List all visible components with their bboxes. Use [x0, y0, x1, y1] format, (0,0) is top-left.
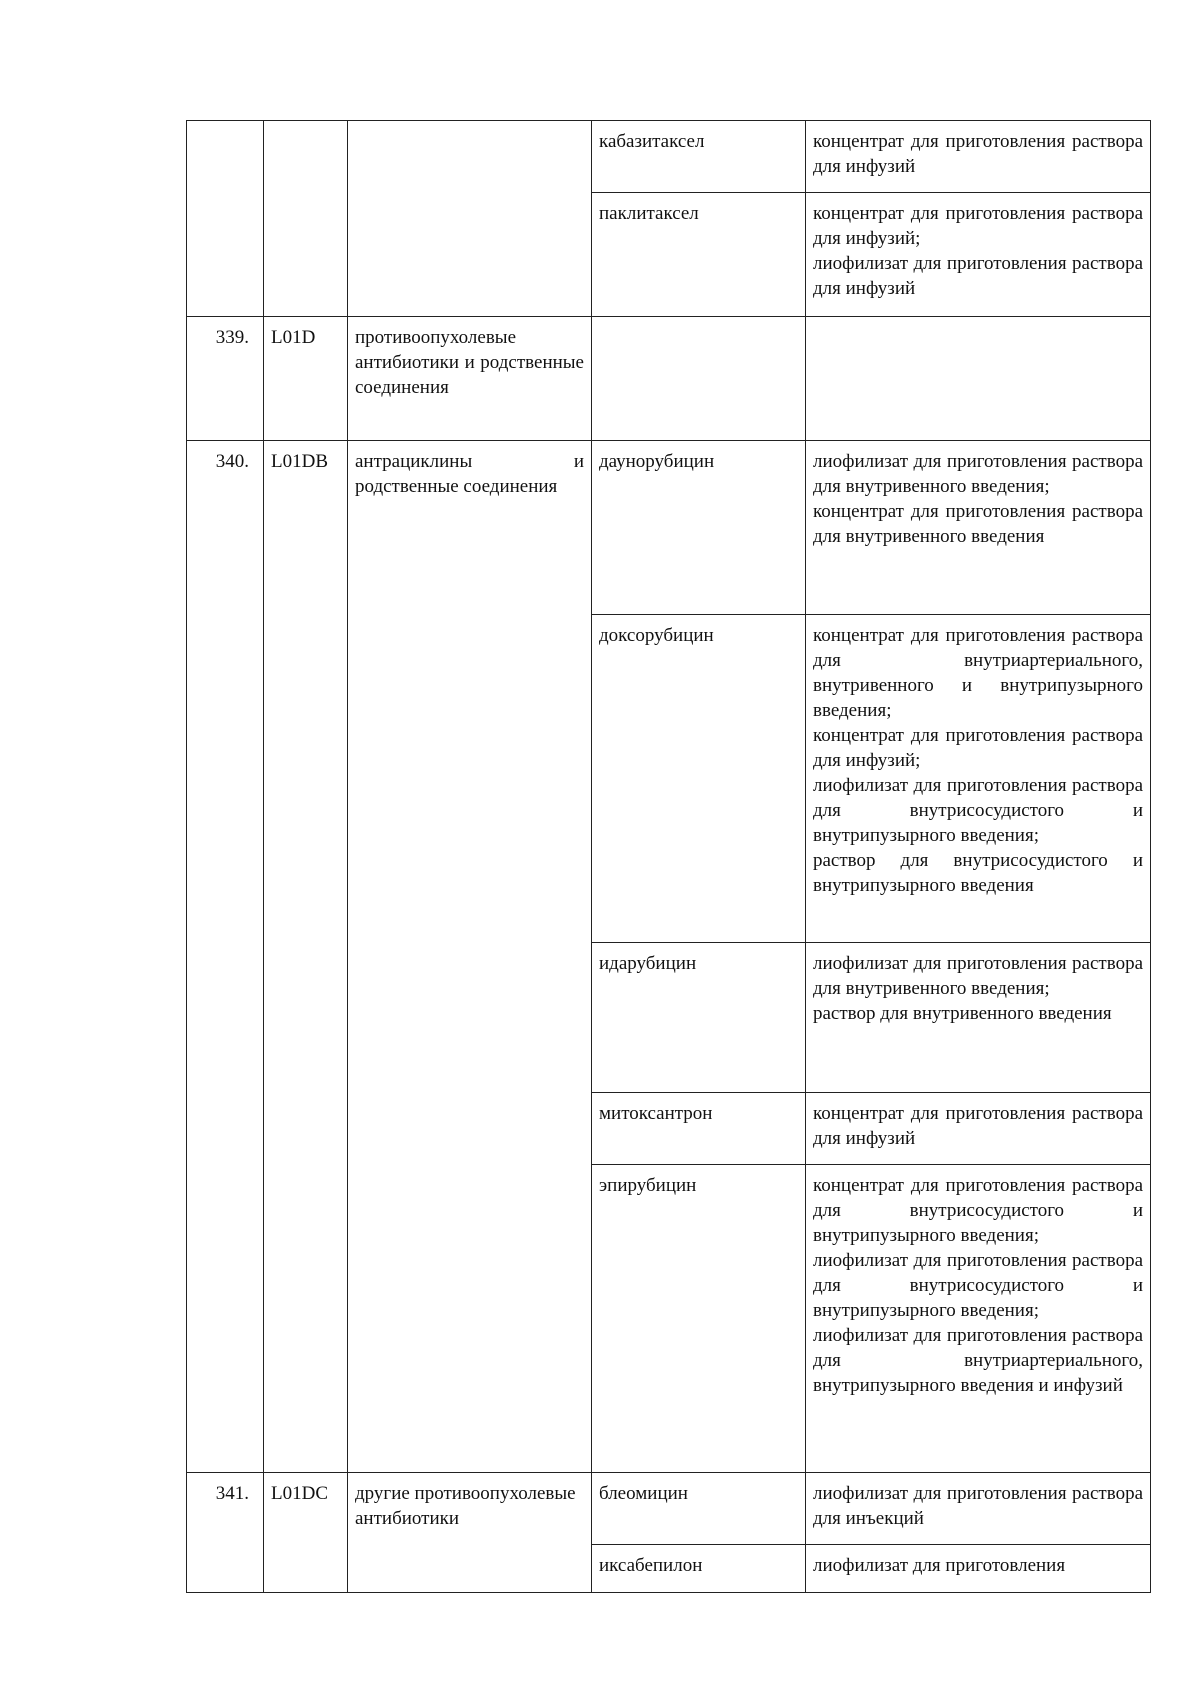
dosage-form-line: концентрат для приготовления раствора для инфузий;: [813, 725, 1143, 771]
dosage-form-line: раствор для внутривенного введения: [813, 1003, 1112, 1024]
dosage-form-line: концентрат для приготовления раствора для внутриартериального, внутривенного и внутрипузырного введения;: [813, 625, 1143, 721]
dosage-form: [806, 193, 1151, 317]
atc-code: L01D: [264, 317, 348, 441]
dosage-form-line: лиофилизат для приготовления раствора для внутривенного введения;: [813, 953, 1143, 999]
atc-code: L01DC: [264, 1473, 348, 1593]
dosage-form-line: лиофилизат для приготовления раствора для внутрисосудистого и внутрипузырного введения;: [813, 1250, 1143, 1321]
dosage-form-line: лиофилизат для приготовления раствора для инъекций: [813, 1483, 1143, 1529]
drug-name: блеомицин: [592, 1473, 806, 1545]
dosage-form-line: раствор для внутрисосудистого и внутрипузырного введения: [813, 850, 1143, 896]
table-row: [187, 1473, 1151, 1545]
dosage-form-line: концентрат для приготовления раствора для инфузий;: [813, 203, 1143, 249]
table-row: [187, 317, 1151, 441]
atc-code-cell: [264, 121, 348, 317]
group-name: противоопухолевые антибиотики и родственные соединения: [348, 317, 592, 441]
dosage-form: [806, 121, 1151, 193]
table-row: [187, 121, 1151, 193]
dosage-form-line: концентрат для приготовления раствора для внутрисосудистого и внутрипузырного введения;: [813, 1175, 1143, 1246]
row-number: 340.: [187, 441, 264, 1473]
dosage-form-line: лиофилизат для приготовления: [813, 1555, 1066, 1576]
drug-name: даунорубицин: [592, 441, 806, 615]
dosage-form-line: концентрат для приготовления раствора для инфузий: [813, 1103, 1143, 1149]
drug-name: митоксантрон: [592, 1093, 806, 1165]
drug-name: идарубицин: [592, 943, 806, 1093]
drug-name: паклитаксел: [592, 193, 806, 317]
drug-name: эпирубицин: [592, 1165, 806, 1473]
group-name: другие противоопухолевые антибиотики: [348, 1473, 592, 1593]
dosage-form: [806, 1473, 1151, 1545]
drug-name: доксорубицин: [592, 615, 806, 943]
row-number-cell: [187, 121, 264, 317]
table-row: [187, 441, 1151, 615]
drug-name: иксабепилон: [592, 1545, 806, 1593]
row-number: 341.: [187, 1473, 264, 1593]
drug-name: кабазитаксел: [592, 121, 806, 193]
row-number: 339.: [187, 317, 264, 441]
dosage-form-line: концентрат для приготовления раствора для инфузий: [813, 131, 1143, 177]
dosage-form: [806, 441, 1151, 615]
dosage-form: [806, 943, 1151, 1093]
dosage-form: [806, 1165, 1151, 1473]
drug-name: [592, 317, 806, 441]
dosage-form: [806, 615, 1151, 943]
group-cell: [348, 121, 592, 317]
dosage-form-line: лиофилизат для приготовления раствора для инфузий: [813, 253, 1143, 299]
dosage-form: [806, 1093, 1151, 1165]
medicines-table: [186, 120, 1151, 1593]
dosage-form-line: лиофилизат для приготовления раствора для внутрисосудистого и внутрипузырного введения;: [813, 775, 1143, 846]
group-name: антрациклины и родственные соединения: [348, 441, 592, 1473]
dosage-form: [806, 317, 1151, 441]
atc-code: L01DB: [264, 441, 348, 1473]
dosage-form-line: лиофилизат для приготовления раствора для внутриартериального, внутрипузырного введения и инфузий: [813, 1325, 1143, 1396]
dosage-form-line: лиофилизат для приготовления раствора для внутривенного введения;: [813, 451, 1143, 497]
dosage-form-line: концентрат для приготовления раствора для внутривенного введения: [813, 501, 1143, 547]
dosage-form: [806, 1545, 1151, 1593]
